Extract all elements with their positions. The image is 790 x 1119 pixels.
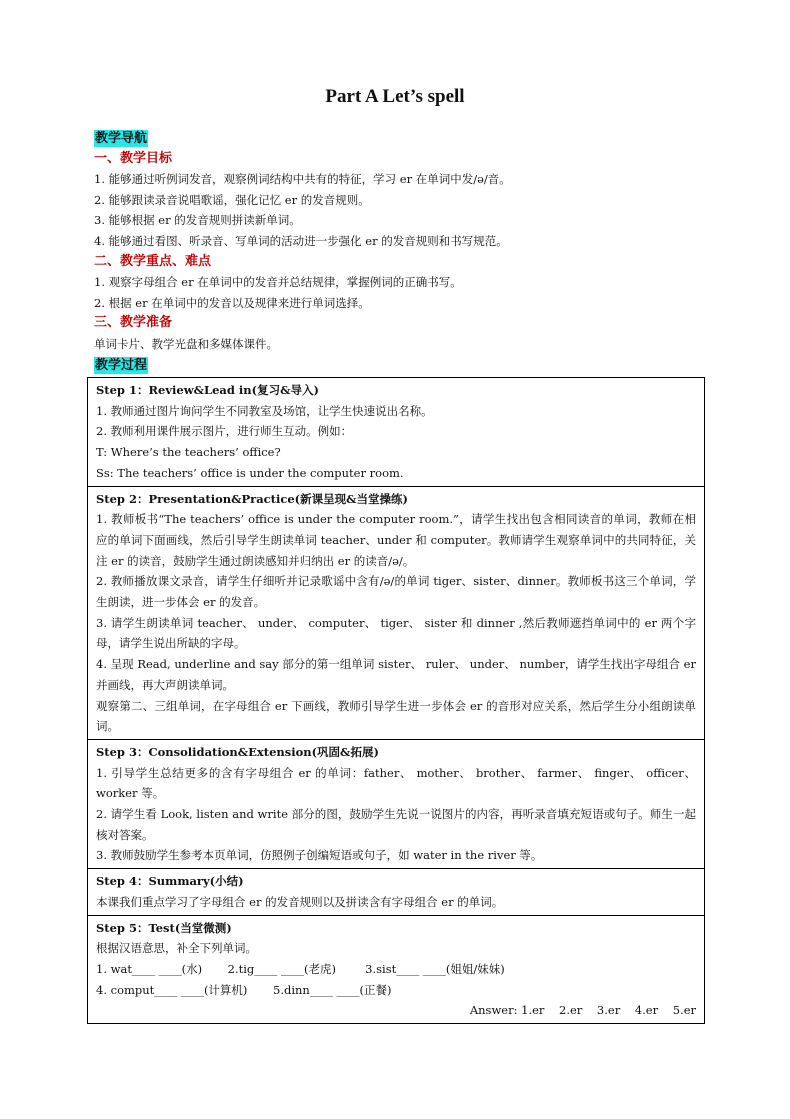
step-3-cell <box>88 739 704 868</box>
step-line: 1. 引导学生总结更多的含有字母组合 er 的单词：father、 mother、 brother、 farmer、 finger、 officer、worker 等。 <box>96 765 696 801</box>
step-line: T: Where’s the teachers’ office? <box>96 445 281 460</box>
goal-item: 2. 能够跟读录音说唱歌谣，强化记忆 er 的发音规则。 <box>94 192 370 207</box>
step-title: Step 4：Summary(小结) <box>96 874 244 889</box>
step-line: 2. 教师利用课件展示图片，进行师生互动。例如： <box>96 424 353 439</box>
answer-key: Answer: 1.er 2.er 3.er 4.er 5.er <box>469 1003 696 1018</box>
step-line: 2. 教师播放课文录音，请学生仔细听并记录歌谣中含有/ə/的单词 tiger、sister、dinner。教师板书这三个单词，学生朗读，进一步体会 er 的发音。 <box>96 574 696 610</box>
preparation-item: 单词卡片、教学光盘和多媒体课件。 <box>94 336 278 351</box>
step-line: 1. 教师板书“The teachers’ office is under the computer room.”，请学生找出包含相同读音的单词，教师在相应的单词下面画线，然后引导学生朗读单词 teacher、under 和 computer。教师请学生观察单词中的共同特征，关注 er 的读音，鼓励学生通过朗读感知并归纳出 er 的读音/ə/。 <box>96 512 696 568</box>
step-title: Step 2：Presentation&Practice(新课呈现&当堂操练) <box>96 491 408 506</box>
step-4-cell <box>88 868 704 914</box>
step-title: Step 1：Review&Lead in(复习&导入) <box>96 383 319 397</box>
step-line: 本课我们重点学习了字母组合 er 的发音规则以及拼读含有字母组合 er 的单词。 <box>96 894 504 909</box>
step-line: 观察第二、三组单词，在字母组合 er 下画线，教师引导学生进一步体会 er 的音形对应关系，然后学生分小组朗读单词。 <box>96 698 696 734</box>
section-heading-goals: 一、教学目标 <box>94 150 173 166</box>
goal-item: 1. 能够通过听例词发音，观察例词结构中共有的特征，学习 er 在单词中发/ə/音。 <box>94 172 511 187</box>
step-title: Step 5：Test(当堂微测) <box>96 920 232 935</box>
teaching-navigation <box>94 128 706 375</box>
step-2-cell <box>88 486 704 739</box>
test-question-line: 1. wat____ ____(水) 2.tig____ ____(老虎) 3.sist____ ____(姐姐/妹妹) <box>96 961 505 976</box>
section-heading-preparation: 三、教学准备 <box>94 315 173 331</box>
key-point-item: 2. 根据 er 在单词中的发音以及规律来进行单词选择。 <box>94 295 370 310</box>
section-heading-key-points: 二、教学重点、难点 <box>94 253 212 269</box>
step-1-cell <box>88 378 704 486</box>
nav-label: 教学导航 <box>95 131 148 146</box>
step-line: Ss: The teachers’ office is under the computer room. <box>96 465 404 480</box>
step-line: 4. 呈现 Read, underline and say 部分的第一组单词 sister、 ruler、 under、 number，请学生找出字母组合 er 并画线，再大声朗读单词。 <box>96 657 696 692</box>
key-point-item: 1. 观察字母组合 er 在单词中的发音并总结规律，掌握例词的正确书写。 <box>94 275 462 290</box>
step-line: 根据汉语意思，补全下列单词。 <box>96 941 257 956</box>
test-question-line: 4. comput____ ____(计算机) 5.dinn____ ____(正餐) <box>96 982 392 997</box>
step-line: 3. 请学生朗读单词 teacher、 under、 computer、 tiger、 sister 和 dinner ,然后教师遮挡单词中的 er 两个字母，请学生说出所缺的字母。 <box>96 615 696 651</box>
step-line: 2. 请学生看 Look, listen and write 部分的图，鼓励学生先说一说图片的内容，再听录音填充短语或句子。师生一起核对答案。 <box>96 807 696 842</box>
step-line: 1. 教师通过图片询问学生不同教室及场馆，让学生快速说出名称。 <box>96 403 433 418</box>
step-5-cell <box>88 915 704 1024</box>
step-title: Step 3：Consolidation&Extension(巩固&拓展) <box>96 744 379 759</box>
process-label: 教学过程 <box>95 357 148 373</box>
page-title: Part A Let’s spell <box>325 86 465 107</box>
goal-item: 3. 能够根据 er 的发音规则拼读新单词。 <box>94 213 301 228</box>
goal-item: 4. 能够通过看图、听录音、写单词的活动进一步强化 er 的发音规则和书写规范。 <box>94 233 508 248</box>
teaching-process-table <box>87 377 705 1024</box>
step-line: 3. 教师鼓励学生参考本页单词，仿照例子创编短语或句子，如 water in the river 等。 <box>96 848 543 863</box>
